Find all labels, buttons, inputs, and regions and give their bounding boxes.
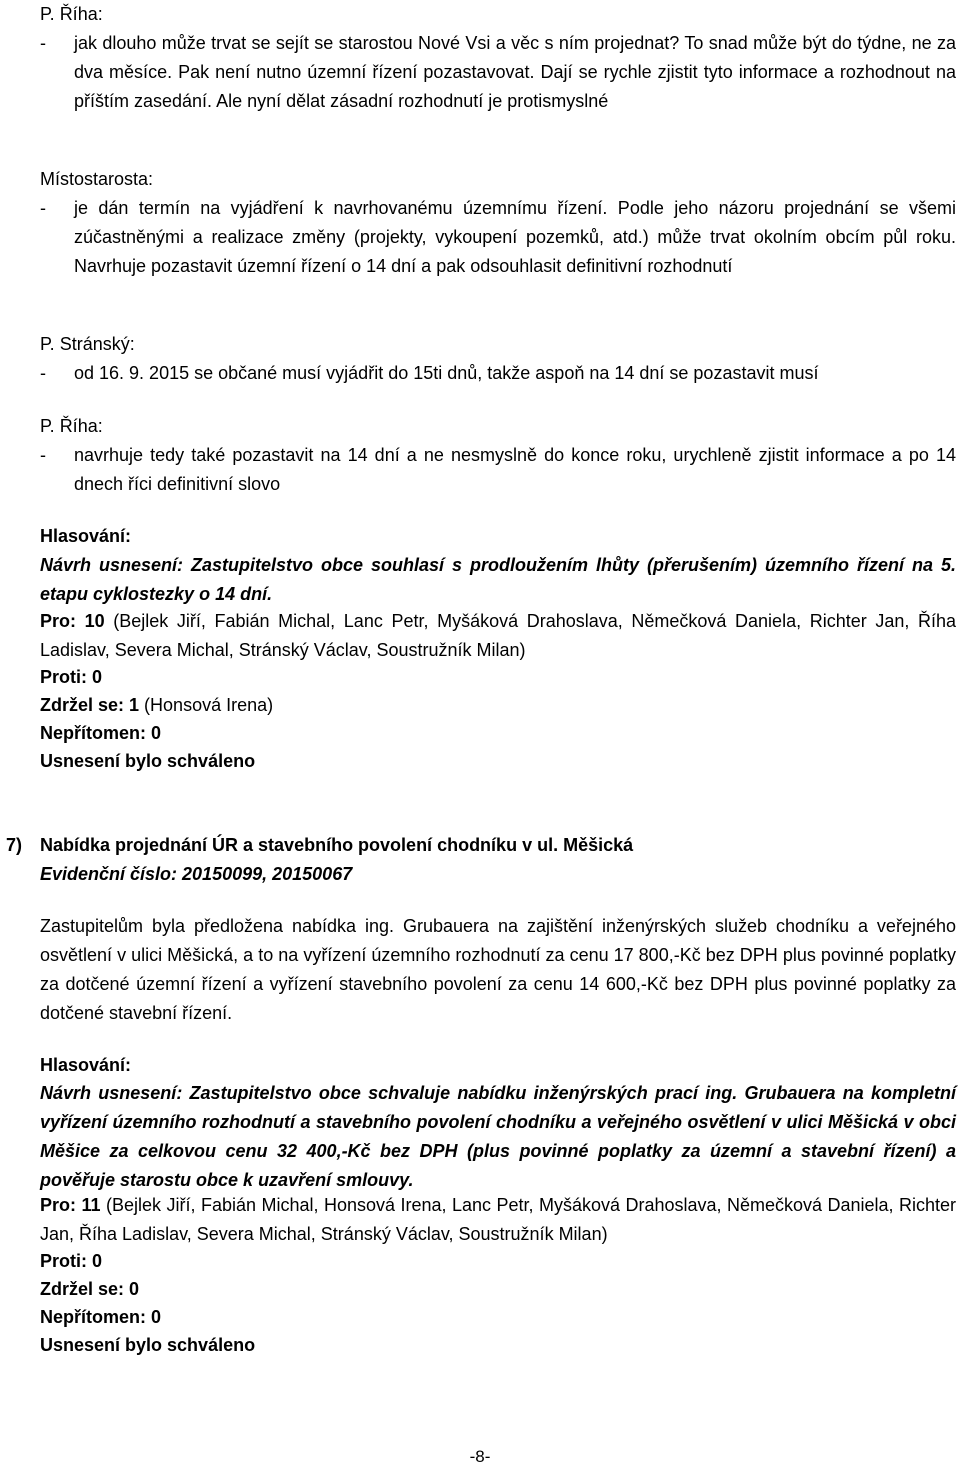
- evidence-number: Evidenční číslo: 20150099, 20150067: [40, 864, 353, 884]
- vote-abstain-names: (Honsová Irena): [139, 695, 274, 715]
- speaker-label: P. Říha:: [40, 416, 103, 436]
- vote-absent: Nepřítomen: 0: [40, 1307, 162, 1327]
- vote-absent: Nepřítomen: 0: [40, 723, 162, 743]
- speaker-label: Místostarosta:: [40, 169, 154, 189]
- proposal-label: Návrh usnesení: [40, 555, 178, 575]
- vote-for-label: Pro: 10: [40, 611, 105, 631]
- statement-item: [40, 441, 956, 499]
- page-number: -8-: [469, 1447, 491, 1466]
- bullet-dash: -: [40, 198, 46, 218]
- vote-for: [40, 1191, 956, 1249]
- vote-result: Usnesení bylo schváleno: [40, 751, 256, 771]
- vote-for-names: (Bejlek Jiří, Fabián Michal, Lanc Petr, Myšáková Drahoslava, Němečková Daniela, Richter Jan, Říha Ladislav, Severa Michal, Stránský Václav, Soustružník Milan): [40, 611, 956, 660]
- resolution-proposal: [40, 551, 956, 609]
- speaker-label: P. Říha:: [40, 4, 103, 24]
- vote-abstain-label: Zdržel se: 1: [40, 695, 140, 715]
- bullet-dash: -: [40, 33, 46, 53]
- statement-text: navrhuje tedy také pozastavit na 14 dní a ne nesmyslně do konce roku, urychleně zjistit informace a po 14 dnech říci definitivní slovo: [74, 445, 956, 494]
- section-body: Zastupitelům byla předložena nabídka ing. Grubauera na zajištění inženýrských služeb chodníku a veřejného osvětlení v ulici Měšická, a to na vyřízení územního rozhodnutí za cenu 17 800,-Kč bez DPH plus povinné poplatky za dotčené územní řízení a vyřízení stavebního povolení za cenu 14 600,-Kč bez DPH plus povinné poplatky za dotčené stavební řízení.: [40, 916, 956, 1023]
- vote-for: [40, 607, 956, 665]
- speaker-label: P. Stránský:: [40, 334, 135, 354]
- vote-against: Proti: 0: [40, 1251, 103, 1271]
- vote-abstain: [40, 691, 273, 720]
- vote-abstain: Zdržel se: 0: [40, 1279, 140, 1299]
- statement-text: jak dlouho může trvat se sejít se starostou Nové Vsi a věc s ním projednat? To snad může být do týdne, ne za dva měsíce. Pak není nutno územní řízení pozastavovat. Dají se rychle zjistit tyto informace a rozhodnout na příštím zasedání. Ale nyní dělat zásadní rozhodnutí je protismyslné: [74, 33, 956, 111]
- statement-item: [40, 29, 956, 116]
- proposal-label: Návrh usnesení: [40, 1083, 177, 1103]
- statement-text: je dán termín na vyjádření k navrhovanému územnímu řízení. Podle jeho názoru projednání se všemi zúčastněnými a realizace změny (projekty, vykoupení pozemků, atd.) může trvat okolním obcím půl roku. Navrhuje pozastavit územní řízení o 14 dní a pak odsouhlasit definitivní rozhodnutí: [74, 198, 956, 276]
- vote-heading: Hlasování:: [40, 526, 132, 546]
- resolution-proposal: [40, 1079, 956, 1195]
- bullet-dash: -: [40, 445, 46, 465]
- vote-for-names: (Bejlek Jiří, Fabián Michal, Honsová Irena, Lanc Petr, Myšáková Drahoslava, Němečková Daniela, Richter Jan, Říha Ladislav, Severa Michal, Stránský Václav, Soustružník Milan): [40, 1195, 957, 1244]
- section-title: Nabídka projednání ÚR a stavebního povolení chodníku v ul. Měšická: [40, 835, 634, 855]
- statement-item: [40, 359, 956, 388]
- bullet-dash: -: [40, 363, 46, 383]
- vote-result: Usnesení bylo schváleno: [40, 1335, 256, 1355]
- vote-for-label: Pro: 11: [40, 1195, 101, 1215]
- statement-item: [40, 194, 956, 281]
- proposal-text: : Zastupitelstvo obce schvaluje nabídku inženýrských prací ing. Grubauera na kompletní vyřízení územního rozhodnutí a stavebního povolení chodníku a veřejného osvětlení v ulici Měšická v obci Měšice za celkovou cenu 32 400,-Kč bez DPH (plus povinné poplatky za územní a stavební řízení) a pověřuje starostu obce k uzavření smlouvy.: [40, 1083, 956, 1190]
- statement-text: od 16. 9. 2015 se občané musí vyjádřit do 15ti dnů, takže aspoň na 14 dní se pozastavit musí: [74, 363, 819, 383]
- vote-against: Proti: 0: [40, 667, 103, 687]
- section-number: 7): [6, 835, 23, 855]
- vote-heading: Hlasování:: [40, 1055, 132, 1075]
- proposal-text: : Zastupitelstvo obce souhlasí s prodloužením lhůty (přerušením) územního řízení na 5. etapu cyklostezky o 14 dní.: [40, 555, 956, 604]
